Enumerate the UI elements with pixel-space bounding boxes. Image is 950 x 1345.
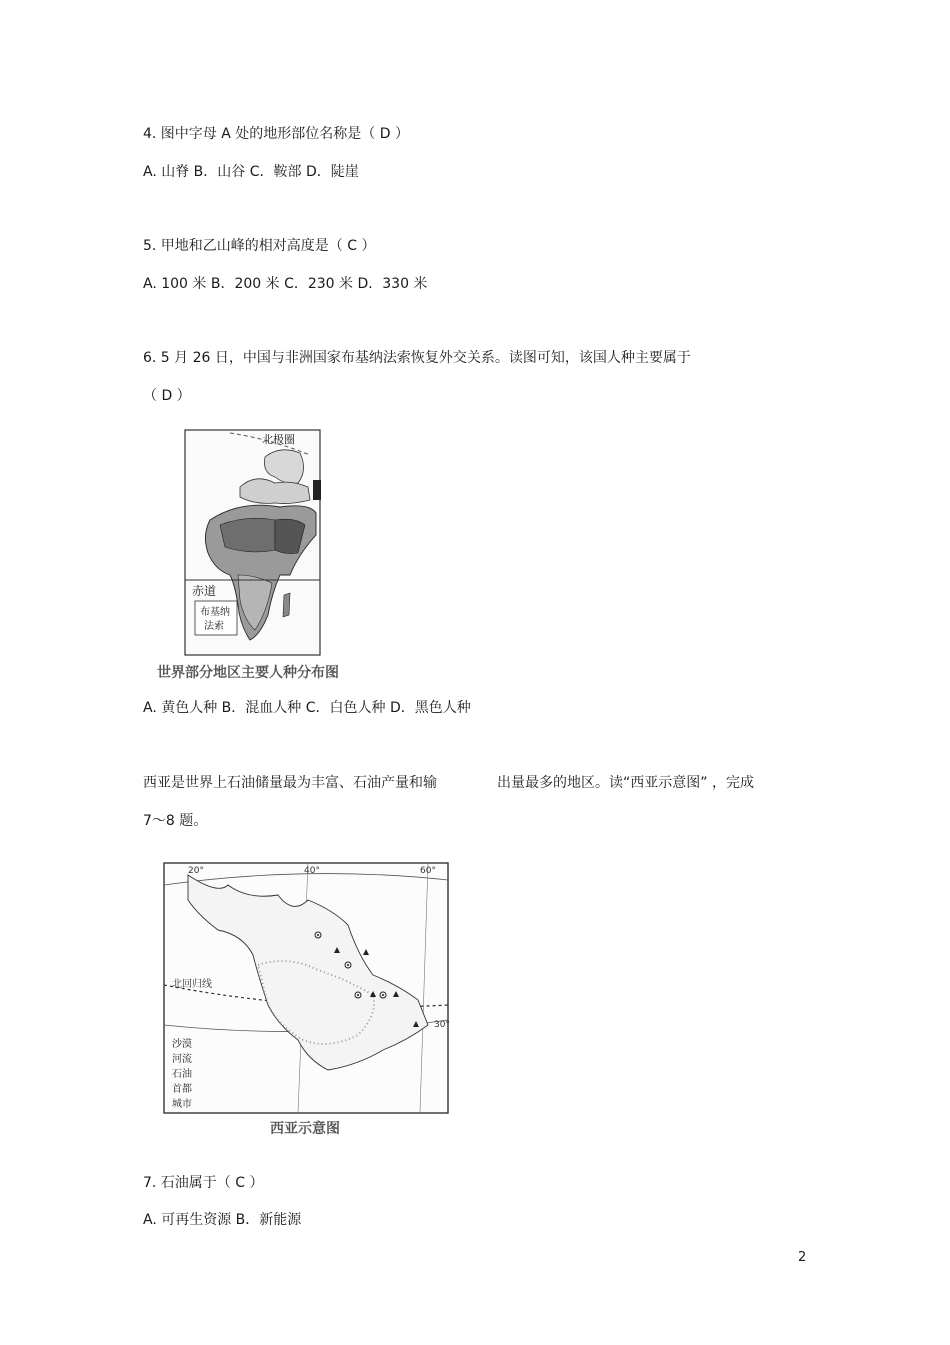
country-label-line2: 法索 (204, 621, 224, 632)
page-number: 2 (798, 1250, 807, 1265)
legend-item: 河流 (172, 1054, 192, 1065)
country-label-line1: 布基纳 (200, 607, 230, 618)
intro78-line1b: 出量最多的地区。读“西亚示意图” ，完成 (497, 775, 754, 791)
legend-item: 城市 (172, 1099, 192, 1110)
legend-item: 石油 (172, 1069, 192, 1080)
q5-stem: 5. 甲地和乙山峰的相对高度是（ C ） (143, 238, 376, 254)
q6-stem: 6. 5 月 26 日，中国与非洲国家布基纳法索恢复外交关系。读图可知，该国人种主要属于 (143, 350, 691, 366)
intro78-line1a: 西亚是世界上石油储量最为丰富、石油产量和输 (143, 775, 437, 791)
race-distribution-map (180, 425, 330, 660)
q6-options: A. 黄色人种 B．混血人种 C．白色人种 D．黑色人种 (143, 700, 471, 716)
lon-60-label: 60° (420, 866, 436, 876)
lon-40-label: 40° (304, 866, 320, 876)
intro78-line2: 7～8 题。 (143, 813, 208, 829)
lat-30-label: 30° (434, 1020, 450, 1030)
legend-item: 首都 (172, 1084, 192, 1095)
q4-stem: 4. 图中字母 A 处的地形部位名称是（ D ） (143, 126, 409, 142)
legend-item: 沙漠 (172, 1039, 192, 1050)
north-pole-label: 北极圈 (262, 433, 295, 446)
west-asia-caption: 西亚示意图 (270, 1121, 340, 1137)
q6-answer: （ D ） (143, 388, 191, 404)
tropic-label: 北回归线 (172, 979, 212, 990)
west-asia-map (158, 855, 458, 1120)
map-legend (172, 1037, 192, 1110)
equator-label: 赤道 (192, 584, 217, 598)
lon-20-label: 20° (188, 866, 204, 876)
q4-options: A. 山脊 B．山谷 C．鞍部 D．陡崖 (143, 164, 359, 180)
race-map-caption: 世界部分地区主要人种分布图 (157, 665, 339, 681)
q5-options: A. 100 米 B．200 米 C．230 米 D．330 米 (143, 276, 428, 292)
q7-options: A. 可再生资源 B．新能源 (143, 1212, 302, 1228)
q7-stem: 7. 石油属于（ C ） (143, 1175, 264, 1191)
